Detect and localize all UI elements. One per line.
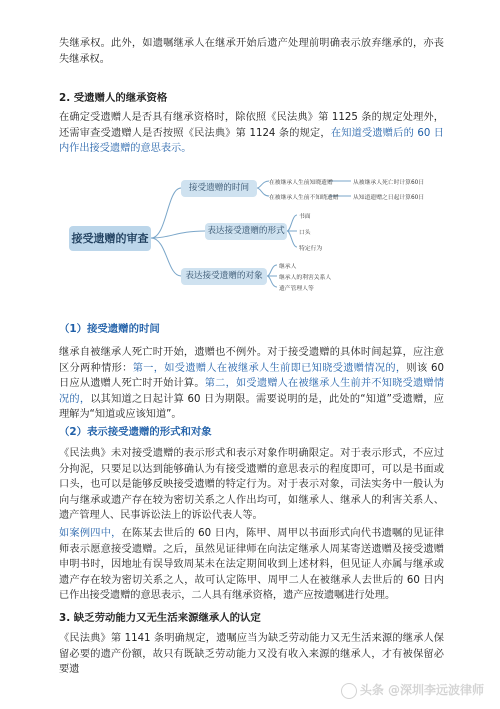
intro-paragraph: 失继承权。此外，如遗嘱继承人在继承开始后遗产处理前明确表示放弃继承的，亦丧失继承权。: [59, 38, 444, 65]
section-2-highlight: 在知道受遗赠后的 60 日内作出接受遗赠的意思表示。: [59, 127, 444, 155]
watermark: [341, 681, 484, 699]
mind-map: [59, 163, 449, 303]
mind-map-leaf: 在被继承人生前知晓遗赠: [269, 180, 333, 186]
mind-map-leaf: 继承人: [279, 264, 297, 270]
sub1-text: 以其知道之日起计算 60 日为期限。需要说明的是，此处的“知道”受遗赠，应理解为“知道或应该知道”。: [59, 393, 444, 421]
case-text: 在陈某去世后的 60 日内，陈甲、周甲以书面形式向代书遗嘱的见证律师表示愿意接受遗赠。之后，虽然见证律师在向法定继承人周某寄送遗赠及接受遗赠申明书时，因地址有误导致周某未在法定期间收到上述材料，但见证人亦属与继承或遗产存在较为密切关系之人，故可认定陈甲、周甲二人在被继承人去世后的 60 日内已作出接受遗赠的意思表示，二人具有继承资格，遗产应按遗嘱进行处理。: [59, 528, 444, 602]
sub1-highlight: 第二，如受遗赠人在被继承人生前并不知晓受遗赠情况的，: [59, 378, 445, 405]
watermark-text: 头条 @深圳李远波律师: [359, 683, 484, 697]
subsection-1-heading: （1）接受遗赠的时间: [59, 323, 160, 335]
mind-map-branch-form: 表达接受遗赠的形式: [205, 223, 287, 240]
mind-map-branch-time: 接受遗赠的时间: [181, 180, 257, 197]
mind-map-branch-object: 表达接受遗赠的对象: [181, 268, 267, 285]
section-2-text: 在确定受遗赠人是否具有继承资格时，除依照《民法典》第 1125 条的规定处理外，还需审查受遗赠人是否按照《民法典》第 1124 条的规定，: [59, 112, 444, 139]
section-2-paragraph: [59, 110, 444, 157]
subsection-1-paragraph: [59, 345, 444, 423]
mind-map-leaf: 口头: [299, 230, 311, 236]
case-label: 如案例四中，: [59, 528, 122, 539]
section-3-heading: 3. 缺乏劳动能力又无生活来源继承人的认定: [59, 612, 261, 624]
section-2-heading: 2. 受遗赠人的继承资格: [59, 92, 168, 104]
mind-map-root: 接受遗赠的审查: [69, 226, 151, 251]
mind-map-leaf: 在被继承人生前不知晓遗赠: [269, 195, 339, 201]
case-paragraph: [59, 526, 444, 604]
mind-map-leaf: 遗产管理人等: [279, 286, 314, 292]
mind-map-leaf-note: 从知道遗赠之日起计算60日: [353, 195, 425, 201]
sub1-highlight: 第一，如受遗赠人在被继承人生前即已知晓受遗赠情况的，: [132, 362, 407, 374]
sub1-text: 则该 60 日应从遗赠人死亡时开始计算。: [59, 362, 445, 390]
mind-map-leaf: 继承人的利害关系人: [279, 275, 332, 281]
mind-map-leaf: 书面: [299, 214, 311, 220]
mind-map-leaf-note: 从被继承人死亡时计算60日: [353, 180, 425, 186]
mind-map-leaf: 特定行为: [299, 246, 323, 252]
subsection-2-heading: （2）表示接受遗赠的形式和对象: [59, 426, 212, 438]
section-3-paragraph: 《民法典》第 1141 条明确规定，遗嘱应当为缺乏劳动能力又无生活来源的继承人保留必要的遗产份额，故只有既缺乏劳动能力又没有收入来源的继承人，才有被保留必要遗: [59, 633, 444, 676]
sub1-text: 继承自被继承人死亡时开始，遗赠也不例外。对于接受遗赠的具体时间起算，应注意区分两种情形：: [59, 347, 444, 374]
watermark-logo-icon: [341, 683, 357, 699]
subsection-2-paragraph: 《民法典》未对接受遗赠的表示形式和表示对象作明确限定。对于表示形式，不应过分拘泥，只要足以达到能够确认为有接受遗赠的意思表示的程度即可，可以是书面或口头，也可以是能够反映接受遗赠的特定行为。对于表示对象，司法实务中一般认为向与继承或遗产存在较为密切关系之人作出均可，如继承人、继承人的利害关系人、遗产管理人、民事诉讼法上的诉讼代表人等。: [59, 448, 444, 522]
